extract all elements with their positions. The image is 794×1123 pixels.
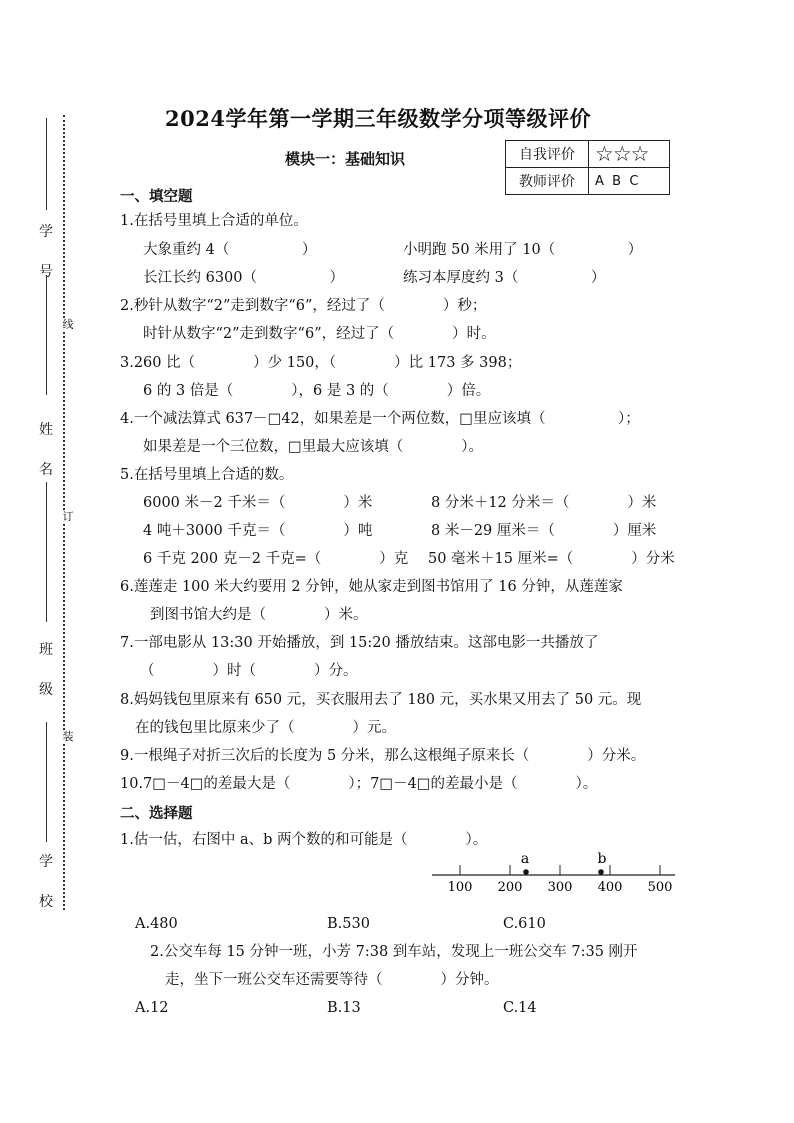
q2-option-c[interactable]: C.14 bbox=[503, 1000, 537, 1016]
choice-question-2b: 走，坐下一班公交车还需要等待（ ）分钟。 bbox=[165, 972, 499, 988]
question-3b: 6 的 3 倍是（ ），6 是 3 的（ ）倍。 bbox=[143, 383, 491, 399]
question-8b: 在的钱包里比原来少了（ ）元。 bbox=[135, 720, 396, 736]
class-blank bbox=[46, 482, 47, 622]
question-4b: 如果差是一个三位数，□里最大应该填（ ）。 bbox=[143, 439, 483, 455]
binding-mark-line: 线 bbox=[62, 318, 74, 331]
student-id-label: 学 号 bbox=[39, 224, 53, 280]
class-label: 班 级 bbox=[39, 642, 53, 698]
question-9: 9.一根绳子对折三次后的长度为 5 分米，那么这根绳子原来长（ ）分米。 bbox=[120, 748, 646, 764]
q5-e: 6 千克 200 克－2 千克=（ ）克 bbox=[143, 551, 409, 567]
question-2a: 2.秒针从数字“2”走到数字“6”，经过了（ ）秒； bbox=[120, 298, 487, 314]
q1-yangtze: 长江长约 6300（ ） bbox=[143, 270, 345, 286]
q1-notebook: 练习本厚度约 3（ ） bbox=[403, 270, 606, 286]
name-label: 姓 名 bbox=[39, 422, 53, 478]
module-title: 模块一：基础知识 bbox=[285, 150, 406, 168]
tick-label-500: 500 bbox=[647, 880, 673, 895]
q2-option-b[interactable]: B.13 bbox=[327, 1000, 361, 1016]
question-1: 1.在括号里填上合适的单位。 bbox=[120, 213, 308, 229]
self-eval-label: 自我评价 bbox=[506, 141, 589, 168]
tick-label-200: 200 bbox=[497, 880, 523, 895]
student-id-blank bbox=[46, 118, 47, 210]
question-10: 10.7□－4□的差最大是（ ）；7□－4□的差最小是（ ）。 bbox=[120, 776, 598, 792]
question-6a: 6.莲莲走 100 米大约要用 2 分钟，她从家走到图书馆用了 16 分钟，从莲莲家 bbox=[120, 579, 623, 595]
evaluation-table bbox=[505, 140, 670, 195]
q1-xiaoming: 小明跑 50 米用了 10（ ） bbox=[403, 242, 643, 258]
binding-mark-bind: 装 bbox=[62, 730, 74, 743]
q5-b: 8 分米＋12 分米＝（ ）米 bbox=[431, 495, 657, 511]
tick-label-100: 100 bbox=[447, 880, 473, 895]
teacher-eval-grades[interactable]: A B C bbox=[589, 168, 670, 195]
number-line bbox=[430, 848, 680, 898]
question-7a: 7.一部电影从 13:30 开始播放，到 15:20 播放结束。这部电影一共播放了 bbox=[120, 635, 599, 651]
page-title: 2024学年第一学期三年级数学分项等级评价 bbox=[165, 106, 591, 131]
self-eval-stars[interactable]: ☆☆☆ bbox=[589, 141, 670, 168]
section2-heading: 二、选择题 bbox=[120, 805, 193, 822]
question-3a: 3.260 比（ ）少 150，（ ）比 173 多 398； bbox=[120, 355, 522, 371]
tick-label-400: 400 bbox=[597, 880, 623, 895]
choice-question-2a: 2.公交车每 15 分钟一班，小芳 7:38 到车站，发现上一班公交车 7:35 刚开 bbox=[150, 944, 638, 960]
question-2b: 时针从数字“2”走到数字“6”，经过了（ ）时。 bbox=[143, 326, 496, 342]
school-blank bbox=[46, 722, 47, 842]
question-7b: （ ）时（ ）分。 bbox=[140, 663, 358, 679]
q2-option-a[interactable]: A.12 bbox=[135, 1000, 169, 1016]
q1-elephant: 大象重约 4（ ） bbox=[143, 242, 317, 258]
point-a-dot bbox=[523, 869, 529, 875]
point-a-label: a bbox=[520, 851, 530, 867]
section1-heading: 一、填空题 bbox=[120, 188, 193, 205]
question-4a: 4.一个减法算式 637－□42，如果差是一个两位数，□里应该填（ ）； bbox=[120, 411, 640, 427]
point-b-dot bbox=[598, 869, 604, 875]
q1-option-b[interactable]: B.530 bbox=[327, 916, 370, 932]
teacher-eval-label: 教师评价 bbox=[506, 168, 589, 195]
tick-label-300: 300 bbox=[547, 880, 573, 895]
q5-a: 6000 米－2 千米＝（ ）米 bbox=[143, 495, 373, 511]
school-label: 学 校 bbox=[39, 854, 53, 910]
q1-option-c[interactable]: C.610 bbox=[503, 916, 546, 932]
question-8a: 8.妈妈钱包里原来有 650 元，买衣服用去了 180 元，买水果又用去了 50 元。现 bbox=[120, 692, 642, 708]
choice-question-1: 1.估一估，右图中 a、b 两个数的和可能是（ ）。 bbox=[120, 832, 488, 848]
q5-d: 8 米－29 厘米＝（ ）厘米 bbox=[431, 523, 657, 539]
q5-f: 50 毫米＋15 厘米=（ ）分米 bbox=[428, 551, 675, 567]
name-blank bbox=[46, 275, 47, 395]
q1-option-a[interactable]: A.480 bbox=[135, 916, 178, 932]
point-b-label: b bbox=[597, 851, 607, 867]
binding-mark-staple: 订 bbox=[62, 510, 74, 523]
q5-c: 4 吨＋3000 千克＝（ ）吨 bbox=[143, 523, 373, 539]
question-5: 5.在括号里填上合适的数。 bbox=[120, 467, 294, 483]
question-6b: 到图书馆大约是（ ）米。 bbox=[150, 607, 368, 623]
